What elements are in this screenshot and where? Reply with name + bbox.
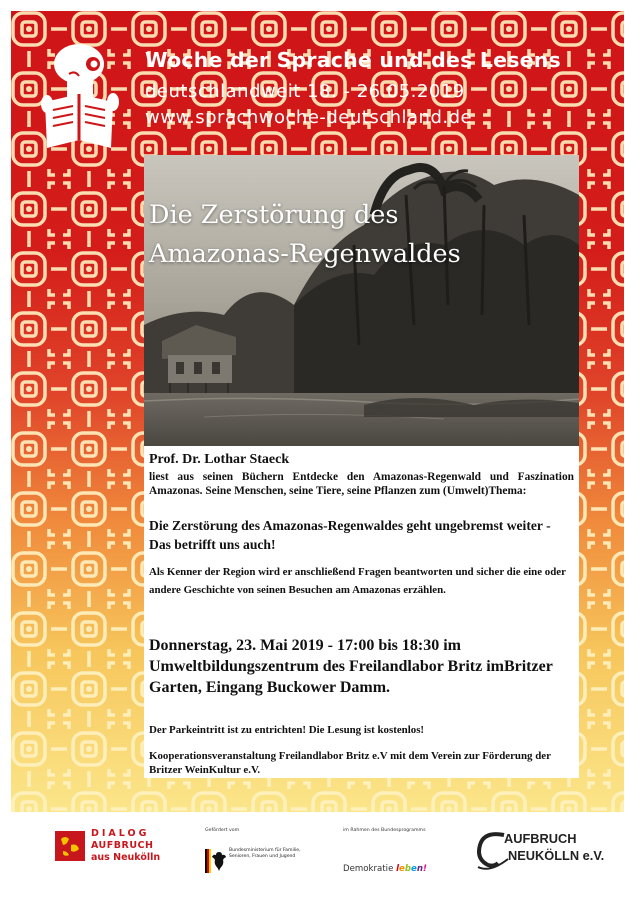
leben-letter: e xyxy=(399,864,405,874)
speaker-name: Prof. Dr. Lothar Staeck xyxy=(149,452,290,467)
funded-by-label: Gefördert vom xyxy=(205,828,240,833)
ministry-name: Bundesministerium für Familie, Senioren, Frauen und Jugend xyxy=(229,848,301,859)
event-title-line2: Amazonas-Regenwaldes xyxy=(149,239,461,269)
festival-dates: deutschlandweit 18. - 26.05.2019 xyxy=(145,81,465,102)
reading-mascot-icon xyxy=(39,44,131,150)
federal-eagle-icon xyxy=(205,849,227,873)
event-details: Als Kenner der Region wird er anschließend Fragen beantworten und sicher die eine oder andere Geschichte von seinen Besuchen am Amazonas erzählen. xyxy=(149,566,566,596)
festival-website: www.sprachwoche-deutschland.de xyxy=(145,107,473,128)
sponsor-footer xyxy=(0,815,635,898)
demokratie-leben-wordmark xyxy=(343,864,427,874)
leben-letter: n xyxy=(416,864,424,874)
event-description-box xyxy=(144,446,579,778)
leben-letter: b xyxy=(404,864,412,874)
leben-letter: ! xyxy=(423,864,427,874)
event-title-line1: Die Zerstörung des xyxy=(149,200,399,230)
header-band xyxy=(11,11,624,151)
festival-title: Woche der Sprache und des Lesens xyxy=(145,48,561,72)
admission-note: Der Parkeintritt ist zu entrichten! Die Lesung ist kostenlos! xyxy=(149,724,425,736)
event-headline: Die Zerstörung des Amazonas-Regenwaldes geht ungebremst weiter - Das betrifft uns auch! xyxy=(149,518,551,552)
dialog-logo-line3: aus Neukölln xyxy=(91,852,161,863)
cooperation-note: Kooperationsveranstaltung Freilandlabor Britz e.V mit dem Verein zur Förderung der Britzer WeinKultur e.V. xyxy=(149,750,551,776)
event-date-location: Donnerstag, 23. Mai 2019 - 17:00 bis 18:30 im Umweltbildungszentrum des Freilandlabor Britz imBritzer Garten, Eingang Buckower Damm. xyxy=(149,637,553,696)
leben-letter: e xyxy=(411,864,417,874)
aufbruch-logo-line1: AUFBRUCH xyxy=(504,831,577,846)
leben-letter: l xyxy=(396,864,400,874)
leben-word xyxy=(396,864,427,874)
demokratie-leben-logo xyxy=(341,827,451,877)
demokratie-word: Demokratie xyxy=(343,864,394,874)
dialog-aufbruch-logo xyxy=(55,827,175,867)
dialog-logo-line2: AUFBRUCH xyxy=(91,840,154,851)
event-intro: liest aus seinen Büchern Entdecke den Amazonas-Regenwald und Faszination Amazonas. Seine Menschen, seine Tiere, seine Pflanzen zum (Umwelt)Thema: xyxy=(149,471,574,497)
dialog-logo-mark xyxy=(55,831,85,861)
ministry-logo xyxy=(202,827,312,877)
aufbruch-logo-line2: NEUKÖLLN e.V. xyxy=(508,848,605,863)
event-title xyxy=(149,196,569,274)
dialog-logo-line1: DIALOG xyxy=(91,828,150,839)
program-label: im Rahmen des Bundesprogramms xyxy=(343,828,426,833)
aufbruch-neukoelln-logo xyxy=(474,829,605,873)
